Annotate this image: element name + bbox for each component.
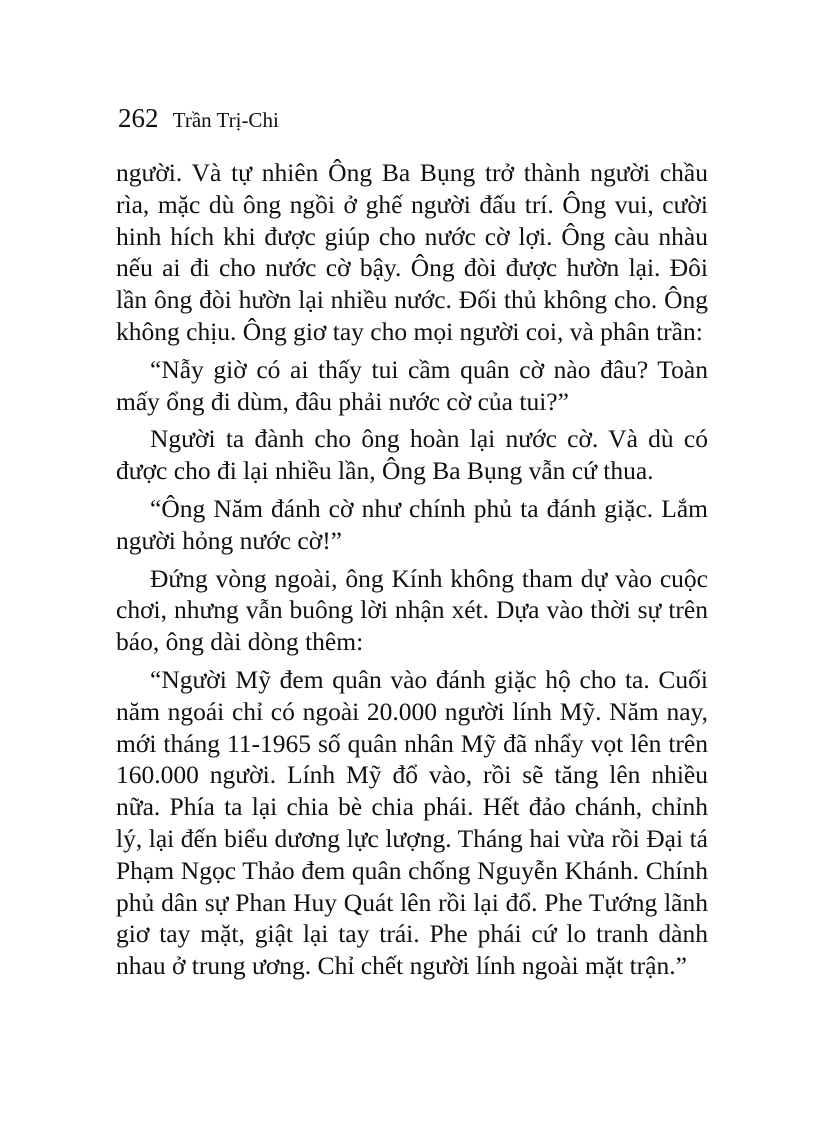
body-text <box>116 157 708 988</box>
paragraph-quote-ong-nam: “Ông Năm đánh cờ như chính phủ ta đánh giặc. Lắm người hỏng nước cờ!” <box>116 493 708 555</box>
page-number: 262 <box>118 103 159 133</box>
running-header <box>118 100 279 138</box>
paragraph-quote-ong-ba-bung: “Nẫy giờ có ai thấy tui cầm quân cờ nào đâu? Toàn mấy ổng đi dùm, đâu phải nước cờ của tui?” <box>116 354 708 416</box>
running-head-author: Trần Trị-Chi <box>172 108 279 132</box>
paragraph-continuation: người. Và tự nhiên Ông Ba Bụng trở thành người chầu rìa, mặc dù ông ngồi ở ghế người đấu trí. Ông vui, cười hinh hích khi được giúp cho nước cờ lợi. Ông càu nhàu nếu ai đi cho nước cờ bậy. Ông đòi được hườn lại. Đôi lần ông đòi hườn lại nhiều nước. Đối thủ không cho. Ông không chịu. Ông giơ tay cho mọi người coi, và phân trần: <box>116 158 708 346</box>
paragraph-narration-ong-kinh: Đứng vòng ngoài, ông Kính không tham dự vào cuộc chơi, nhưng vẫn buông lời nhận xét. Dựa vào thời sự trên báo, ông dài dòng thêm: <box>116 563 708 657</box>
paragraph-quote-ong-kinh: “Người Mỹ đem quân vào đánh giặc hộ cho ta. Cuối năm ngoái chỉ có ngoài 20.000 người lính Mỹ. Năm nay, mới tháng 11-1965 số quân nhân Mỹ đã nhẩy vọt lên trên 160.000 người. Lính Mỹ đổ vào, rồi sẽ tăng lên nhiều nữa. Phía ta lại chia bè chia phái. Hết đảo chánh, chỉnh lý, lại đến biểu dương lực lượng. Tháng hai vừa rồi Đại tá Phạm Ngọc Thảo đem quân chống Nguyễn Khánh. Chính phủ dân sự Phan Huy Quát lên rồi lại đổ. Phe Tướng lãnh giơ tay mặt, giật lại tay trái. Phe phái cứ lo tranh dành nhau ở trung ương. Chỉ chết người lính ngoài mặt trận.” <box>116 664 708 981</box>
paragraph-narration: Người ta đành cho ông hoàn lại nước cờ. Và dù có được cho đi lại nhiều lần, Ông Ba Bụng vẫn cứ thua. <box>116 424 708 486</box>
